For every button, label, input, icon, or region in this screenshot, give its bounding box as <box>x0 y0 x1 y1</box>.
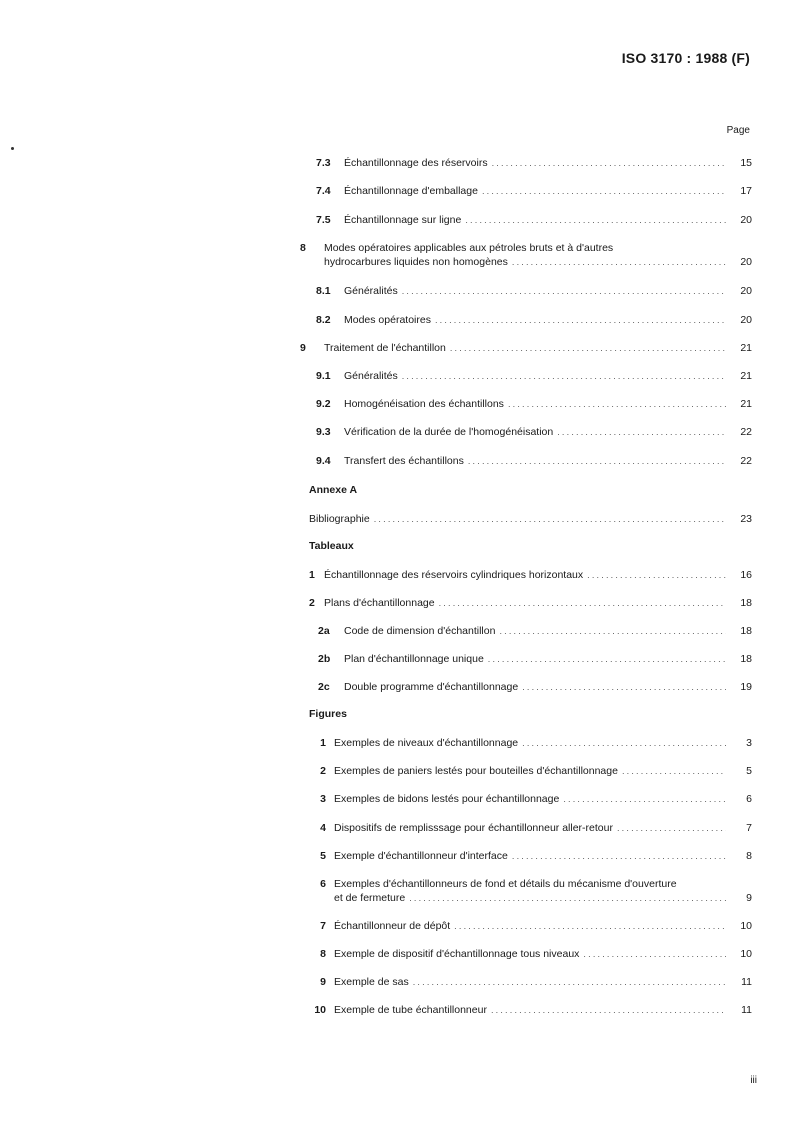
toc-title: Bibliographie <box>309 513 370 525</box>
dot-leader <box>622 764 726 778</box>
toc-page: 6 <box>746 793 752 805</box>
toc-entry[interactable] <box>300 821 752 835</box>
dot-leader <box>499 624 726 638</box>
toc-title: Échantillonnage d'emballage <box>344 185 478 197</box>
toc-entry[interactable] <box>300 284 752 298</box>
toc-number: 8 <box>320 948 326 960</box>
toc-title: Exemple de sas <box>334 976 409 988</box>
toc-entry[interactable] <box>300 156 752 170</box>
dot-leader <box>557 425 726 439</box>
toc-number: 8 <box>300 242 306 254</box>
toc-title: Exemples de niveaux d'échantillonnage <box>334 737 519 749</box>
annexe-heading: Annexe A <box>309 484 358 496</box>
toc-page: 3 <box>746 737 752 749</box>
dot-leader <box>491 1003 726 1017</box>
toc-title: Exemple de tube échantillonneur <box>334 1004 487 1016</box>
dot-leader <box>508 397 726 411</box>
toc-entry[interactable] <box>300 947 752 961</box>
toc-entry[interactable] <box>300 213 752 227</box>
page-column-label: Page <box>726 125 750 136</box>
dot-leader <box>482 184 726 198</box>
toc-number: 1 <box>309 569 315 581</box>
toc-title: Transfert des échantillons <box>344 455 464 467</box>
toc-page: 22 <box>740 455 752 467</box>
toc-number: 10 <box>314 1004 326 1016</box>
toc-title-line1: Modes opératoires applicables aux pétroles bruts et à d'autres <box>324 242 614 254</box>
toc-page: 18 <box>740 653 752 665</box>
toc-number: 9 <box>320 976 326 988</box>
toc-title: Double programme d'échantillonnage <box>344 681 519 693</box>
toc-title: Généralités <box>344 370 398 382</box>
toc-entry[interactable] <box>300 849 752 863</box>
toc-entry[interactable] <box>300 652 752 666</box>
dot-leader <box>454 919 726 933</box>
toc-entry[interactable] <box>300 369 752 383</box>
toc-title: Échantillonnage sur ligne <box>344 214 462 226</box>
toc-number: 9 <box>300 342 306 354</box>
dot-leader <box>402 284 726 298</box>
dot-leader <box>522 680 726 694</box>
toc-title: Échantillonnage des réservoirs <box>344 157 488 169</box>
dot-leader <box>617 821 726 835</box>
toc-number: 1 <box>320 737 326 749</box>
toc-title: Traitement de l'échantillon <box>324 342 446 354</box>
toc-number: 2a <box>318 625 330 637</box>
toc-entry[interactable] <box>300 313 752 327</box>
toc-title-line1: Exemples d'échantillonneurs de fond et détails du mécanisme d'ouverture <box>334 878 677 890</box>
toc-entry[interactable] <box>300 397 752 411</box>
toc-number: 7.3 <box>316 157 331 169</box>
toc-title-line2: et de fermeture <box>334 892 406 904</box>
dot-leader <box>409 891 726 905</box>
toc-number: 9.2 <box>316 398 331 410</box>
toc-entry[interactable] <box>300 454 752 468</box>
toc-number: 2 <box>320 765 326 777</box>
toc-entry[interactable] <box>300 919 752 933</box>
toc-entry[interactable] <box>300 736 752 750</box>
figures-heading: Figures <box>309 708 347 720</box>
toc-entry[interactable] <box>309 568 752 582</box>
toc-number: 6 <box>320 878 326 890</box>
toc-page: 23 <box>740 513 752 525</box>
toc-number: 4 <box>320 822 326 834</box>
toc-number: 9.4 <box>316 455 331 467</box>
toc-title: Modes opératoires <box>344 314 431 326</box>
toc-title: Code de dimension d'échantillon <box>344 625 496 637</box>
dot-leader <box>374 512 726 526</box>
toc-page: 20 <box>740 256 752 268</box>
toc-entry[interactable] <box>309 512 752 526</box>
dot-leader <box>450 341 726 355</box>
toc-page: 21 <box>740 342 752 354</box>
toc-entry[interactable] <box>300 624 752 638</box>
toc-page: 7 <box>746 822 752 834</box>
dot-leader <box>413 975 726 989</box>
toc-number: 7.5 <box>316 214 331 226</box>
toc-number: 2c <box>318 681 330 693</box>
toc-title: Exemple de dispositif d'échantillonnage tous niveaux <box>334 948 580 960</box>
toc-title-line2: hydrocarbures liquides non homogènes <box>324 256 508 268</box>
toc-entry[interactable] <box>300 792 752 806</box>
toc-title: Dispositifs de remplisssage pour échantillonneur aller-retour <box>334 822 613 834</box>
toc-title: Exemples de bidons lestés pour échantillonnage <box>334 793 560 805</box>
toc-title: Vérification de la durée de l'homogénéisation <box>344 426 554 438</box>
toc-page: 17 <box>740 185 752 197</box>
toc-entry[interactable] <box>300 975 752 989</box>
dot-leader <box>465 213 726 227</box>
toc-title: Échantillonneur de dépôt <box>334 920 451 932</box>
toc-entry[interactable] <box>300 184 752 198</box>
stray-mark <box>11 147 14 150</box>
toc-entry[interactable] <box>300 341 752 355</box>
toc-title: Exemples de paniers lestés pour bouteilles d'échantillonnage <box>334 765 618 777</box>
toc-page: 21 <box>740 398 752 410</box>
toc-page: 18 <box>740 625 752 637</box>
toc-number: 8.2 <box>316 314 331 326</box>
toc-title: Échantillonnage des réservoirs cylindriques horizontaux <box>324 569 584 581</box>
toc-entry-multiline[interactable] <box>300 241 752 269</box>
toc-page: 5 <box>746 765 752 777</box>
toc-title: Homogénéisation des échantillons <box>344 398 504 410</box>
toc-number: 2 <box>309 597 315 609</box>
toc-page: 11 <box>741 1004 752 1016</box>
toc-title: Plans d'échantillonnage <box>324 597 435 609</box>
dot-leader <box>488 652 726 666</box>
toc-page: 20 <box>740 285 752 297</box>
toc-page: 21 <box>740 370 752 382</box>
toc-number: 7.4 <box>316 185 331 197</box>
toc-number: 9.3 <box>316 426 331 438</box>
dot-leader <box>435 313 726 327</box>
toc-page: 16 <box>740 569 752 581</box>
dot-leader <box>439 596 726 610</box>
toc-number: 9.1 <box>316 370 331 382</box>
toc-entry[interactable] <box>300 680 752 694</box>
tableaux-heading: Tableaux <box>309 540 354 552</box>
toc-page: 19 <box>740 681 752 693</box>
dot-leader <box>563 792 726 806</box>
toc-number: 7 <box>320 920 326 932</box>
toc-page: 10 <box>740 920 752 932</box>
toc-title: Généralités <box>344 285 398 297</box>
toc-entry-multiline[interactable] <box>300 877 752 905</box>
toc-page: 20 <box>740 214 752 226</box>
toc-page: 18 <box>740 597 752 609</box>
toc-entry[interactable] <box>300 1003 752 1017</box>
toc-entry[interactable] <box>300 425 752 439</box>
dot-leader <box>512 255 726 269</box>
toc-number: 3 <box>320 793 326 805</box>
dot-leader <box>468 454 726 468</box>
dot-leader <box>402 369 726 383</box>
toc-number: 2b <box>318 653 331 665</box>
toc-page: 10 <box>740 948 752 960</box>
dot-leader <box>512 849 726 863</box>
dot-leader <box>492 156 726 170</box>
toc-page: 11 <box>741 976 752 988</box>
dot-leader <box>583 947 726 961</box>
document-id-header: ISO 3170 : 1988 (F) <box>621 50 750 66</box>
toc-page: 8 <box>746 850 752 862</box>
toc-entry[interactable] <box>300 764 752 778</box>
toc-entry[interactable] <box>309 596 752 610</box>
dot-leader <box>587 568 726 582</box>
toc-number: 5 <box>320 850 326 862</box>
toc-number: 8.1 <box>316 285 331 297</box>
toc-page: 15 <box>740 157 752 169</box>
toc-page: 9 <box>746 892 752 904</box>
toc-title: Exemple d'échantillonneur d'interface <box>334 850 508 862</box>
toc-page: 22 <box>740 426 752 438</box>
dot-leader <box>522 736 726 750</box>
toc-page: 20 <box>740 314 752 326</box>
page-number-footer: iii <box>750 1075 757 1086</box>
toc-title: Plan d'échantillonnage unique <box>344 653 484 665</box>
